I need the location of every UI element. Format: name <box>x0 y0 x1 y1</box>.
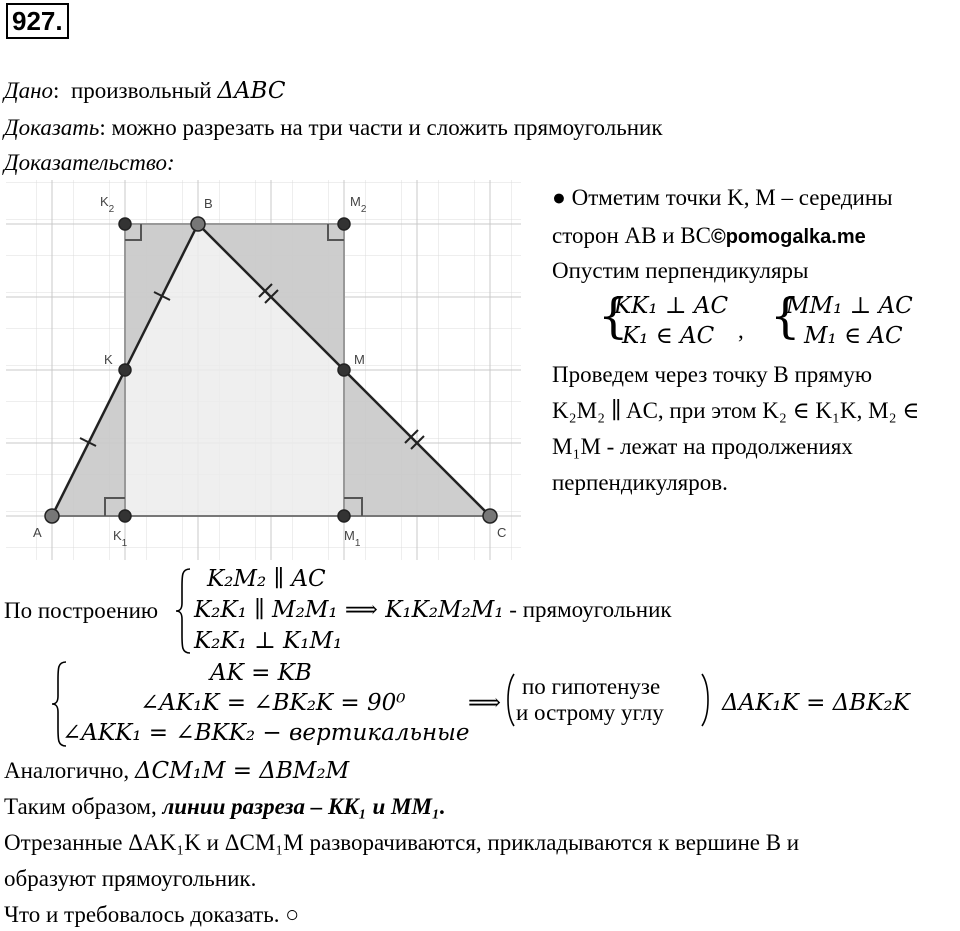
system-1-brace: { <box>598 288 629 344</box>
watermark: ©pomogalka.me <box>710 226 866 248</box>
problem-number: 927. <box>6 3 69 39</box>
side-line-6: M₁M - лежат на продолжениях <box>552 434 853 459</box>
point-k2 <box>119 218 131 230</box>
side-line-2: сторон AB и BC©pomogalka.me <box>552 223 866 248</box>
implies-arrow: ⟹ <box>468 690 501 715</box>
label-k1: $K_1$ <box>113 528 128 549</box>
label-m: M <box>354 352 365 367</box>
construction-line-2: K₂K₁ ∥ M₂M₁ ⟹ K₁K₂M₂M₁ - прямоугольник <box>194 597 672 623</box>
congruence-line-2: ∠AK₁K = ∠BK₂K = 90⁰ <box>140 690 406 716</box>
side-line-4: Проведем через точку B прямую <box>552 362 873 387</box>
point-a <box>45 509 59 523</box>
system-comma: , <box>738 318 744 343</box>
label-k2: $K_2$ <box>100 194 115 215</box>
similarly-line: Аналогично, ΔCM₁M = ΔBM₂M <box>4 758 350 784</box>
final-line-3: Что и требовалось доказать. ○ <box>4 902 300 927</box>
side-line-7: перпендикуляров. <box>552 470 728 495</box>
reason-bottom: и острому углу <box>516 700 664 725</box>
given-triangle: ΔABC <box>217 78 286 104</box>
given-label: Дано <box>4 78 54 103</box>
system-1-bottom: K₁ ∈ AC <box>622 323 715 349</box>
side-line-1: ● Отметим точки K, M – середины <box>552 185 893 210</box>
congruence-result: ΔAK₁K = ΔBK₂K <box>722 690 910 716</box>
given-line: Дано: произвольный ΔABC <box>4 78 286 104</box>
label-b: B <box>204 196 213 211</box>
final-line-2: образуют прямоугольник. <box>4 866 257 891</box>
point-m1 <box>338 510 350 522</box>
prove-line <box>4 115 663 141</box>
proof-label: Доказательство: <box>4 150 175 175</box>
label-k: K <box>104 352 113 367</box>
system-1-top: KK₁ ⊥ AC <box>614 293 729 319</box>
label-a: A <box>33 525 42 540</box>
side-line-5: K₂M₂ ∥ AC, при этом K₂ ∈ K₁K, M₂ ∈ <box>552 398 920 423</box>
system-2-top: MM₁ ⊥ AC <box>786 293 913 319</box>
geometry-figure <box>0 180 525 565</box>
construction-line-3: K₂K₁ ⊥ K₁M₁ <box>194 628 343 654</box>
construction-line-1: K₂M₂ ∥ AC <box>207 566 326 592</box>
point-k <box>119 364 131 376</box>
congruence-line-3: ∠AKK₁ = ∠BKK₂ − вертикальные <box>62 720 470 746</box>
prove-label: Доказать <box>4 115 100 140</box>
side-line-3: Опустим перпендикуляры <box>552 258 809 283</box>
point-m2 <box>338 218 350 230</box>
system-2-brace: { <box>770 288 801 344</box>
construction-brace <box>174 567 194 655</box>
construction-prefix: По построению <box>4 598 159 623</box>
congruence-line-1: AK = KB <box>210 660 312 686</box>
point-m <box>338 364 350 376</box>
label-c: C <box>497 525 507 540</box>
reason-top: по гипотенузе <box>522 674 661 699</box>
label-m2: $M_2$ <box>350 194 367 215</box>
cut-lines: линии разреза – KK₁ и MM₁. <box>162 794 446 819</box>
final-line-1: Отрезанные ΔAK₁K и ΔCM₁M разворачиваются, прикладываются к вершине B и <box>4 830 800 855</box>
label-m1: $M_1$ <box>344 528 361 549</box>
thus-line: Таким образом, линии разреза – KK₁ и MM₁. <box>4 794 446 819</box>
point-k1 <box>119 510 131 522</box>
point-c <box>483 509 497 523</box>
prove-text: : можно разрезать на три части и сложить прямоугольник <box>99 115 663 140</box>
point-b <box>191 217 205 231</box>
system-2-bottom: M₁ ∈ AC <box>804 323 903 349</box>
given-text: произвольный <box>70 78 212 103</box>
